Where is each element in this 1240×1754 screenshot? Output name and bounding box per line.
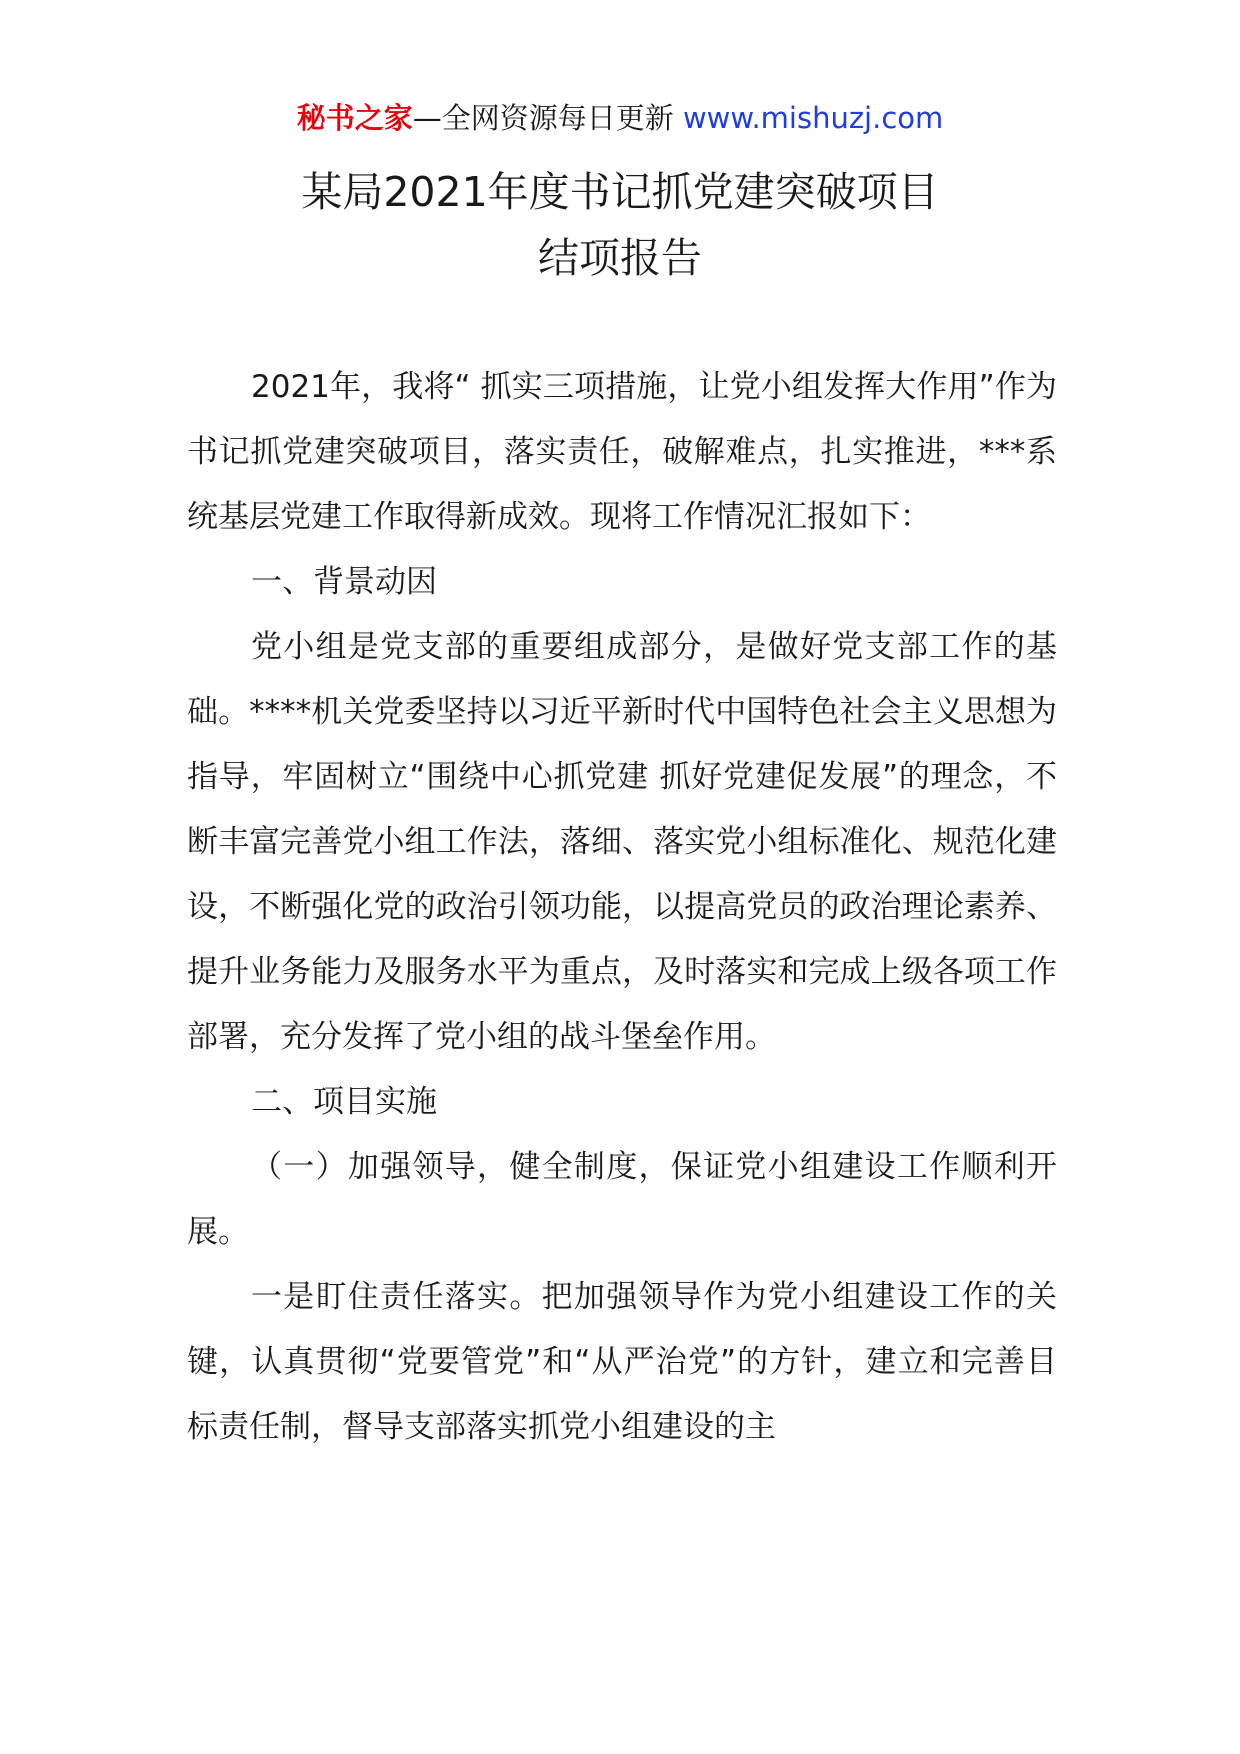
subsection-heading-1: （一）加强领导，健全制度，保证党小组建设工作顺利开展。 — [187, 1149, 1057, 1250]
header-url-link[interactable]: www.mishuzj.com — [682, 101, 944, 135]
section-heading-background: 一、背景动因 — [251, 564, 437, 600]
document-title-line-1: 某局2021年度书记抓党建突破项目 — [301, 168, 939, 216]
paragraph-responsibility: 一是盯住责任落实。把加强领导作为党小组建设工作的关键，认真贯彻“党要管党”和“从严治党”的方针，建立和完善目标责任制，督导支部落实抓党小组建设的主 — [187, 1279, 1057, 1445]
header-brand: 秘书之家 — [296, 101, 413, 135]
paragraph-intro: 2021年，我将“ 抓实三项措施，让党小组发挥大作用”作为书记抓党建突破项目，落实责任，破解难点，扎实推进，***系统基层党建工作取得新成效。现将工作情况汇报如下： — [187, 369, 1057, 535]
section-heading-implementation: 二、项目实施 — [251, 1084, 437, 1120]
document-body — [187, 355, 1057, 1460]
header-slogan: —全网资源每日更新 — [412, 101, 683, 135]
paragraph-background: 党小组是党支部的重要组成部分，是做好党支部工作的基础。****机关党委坚持以习近平新时代中国特色社会主义思想为指导，牢固树立“围绕中心抓党建 抓好党建促发展”的理念，不断丰富完善党小组工作法，落细、落实党小组标准化、规范化建设，不断强化党的政治引领功能，以提高党员的政治理论素养、提升业务能力及服务水平为重点，及时落实和完成上级各项工作部署，充分发挥了党小组的战斗堡垒作用。 — [187, 629, 1057, 1055]
document-title-line-2: 结项报告 — [538, 234, 702, 282]
watermark-header — [0, 98, 1240, 138]
